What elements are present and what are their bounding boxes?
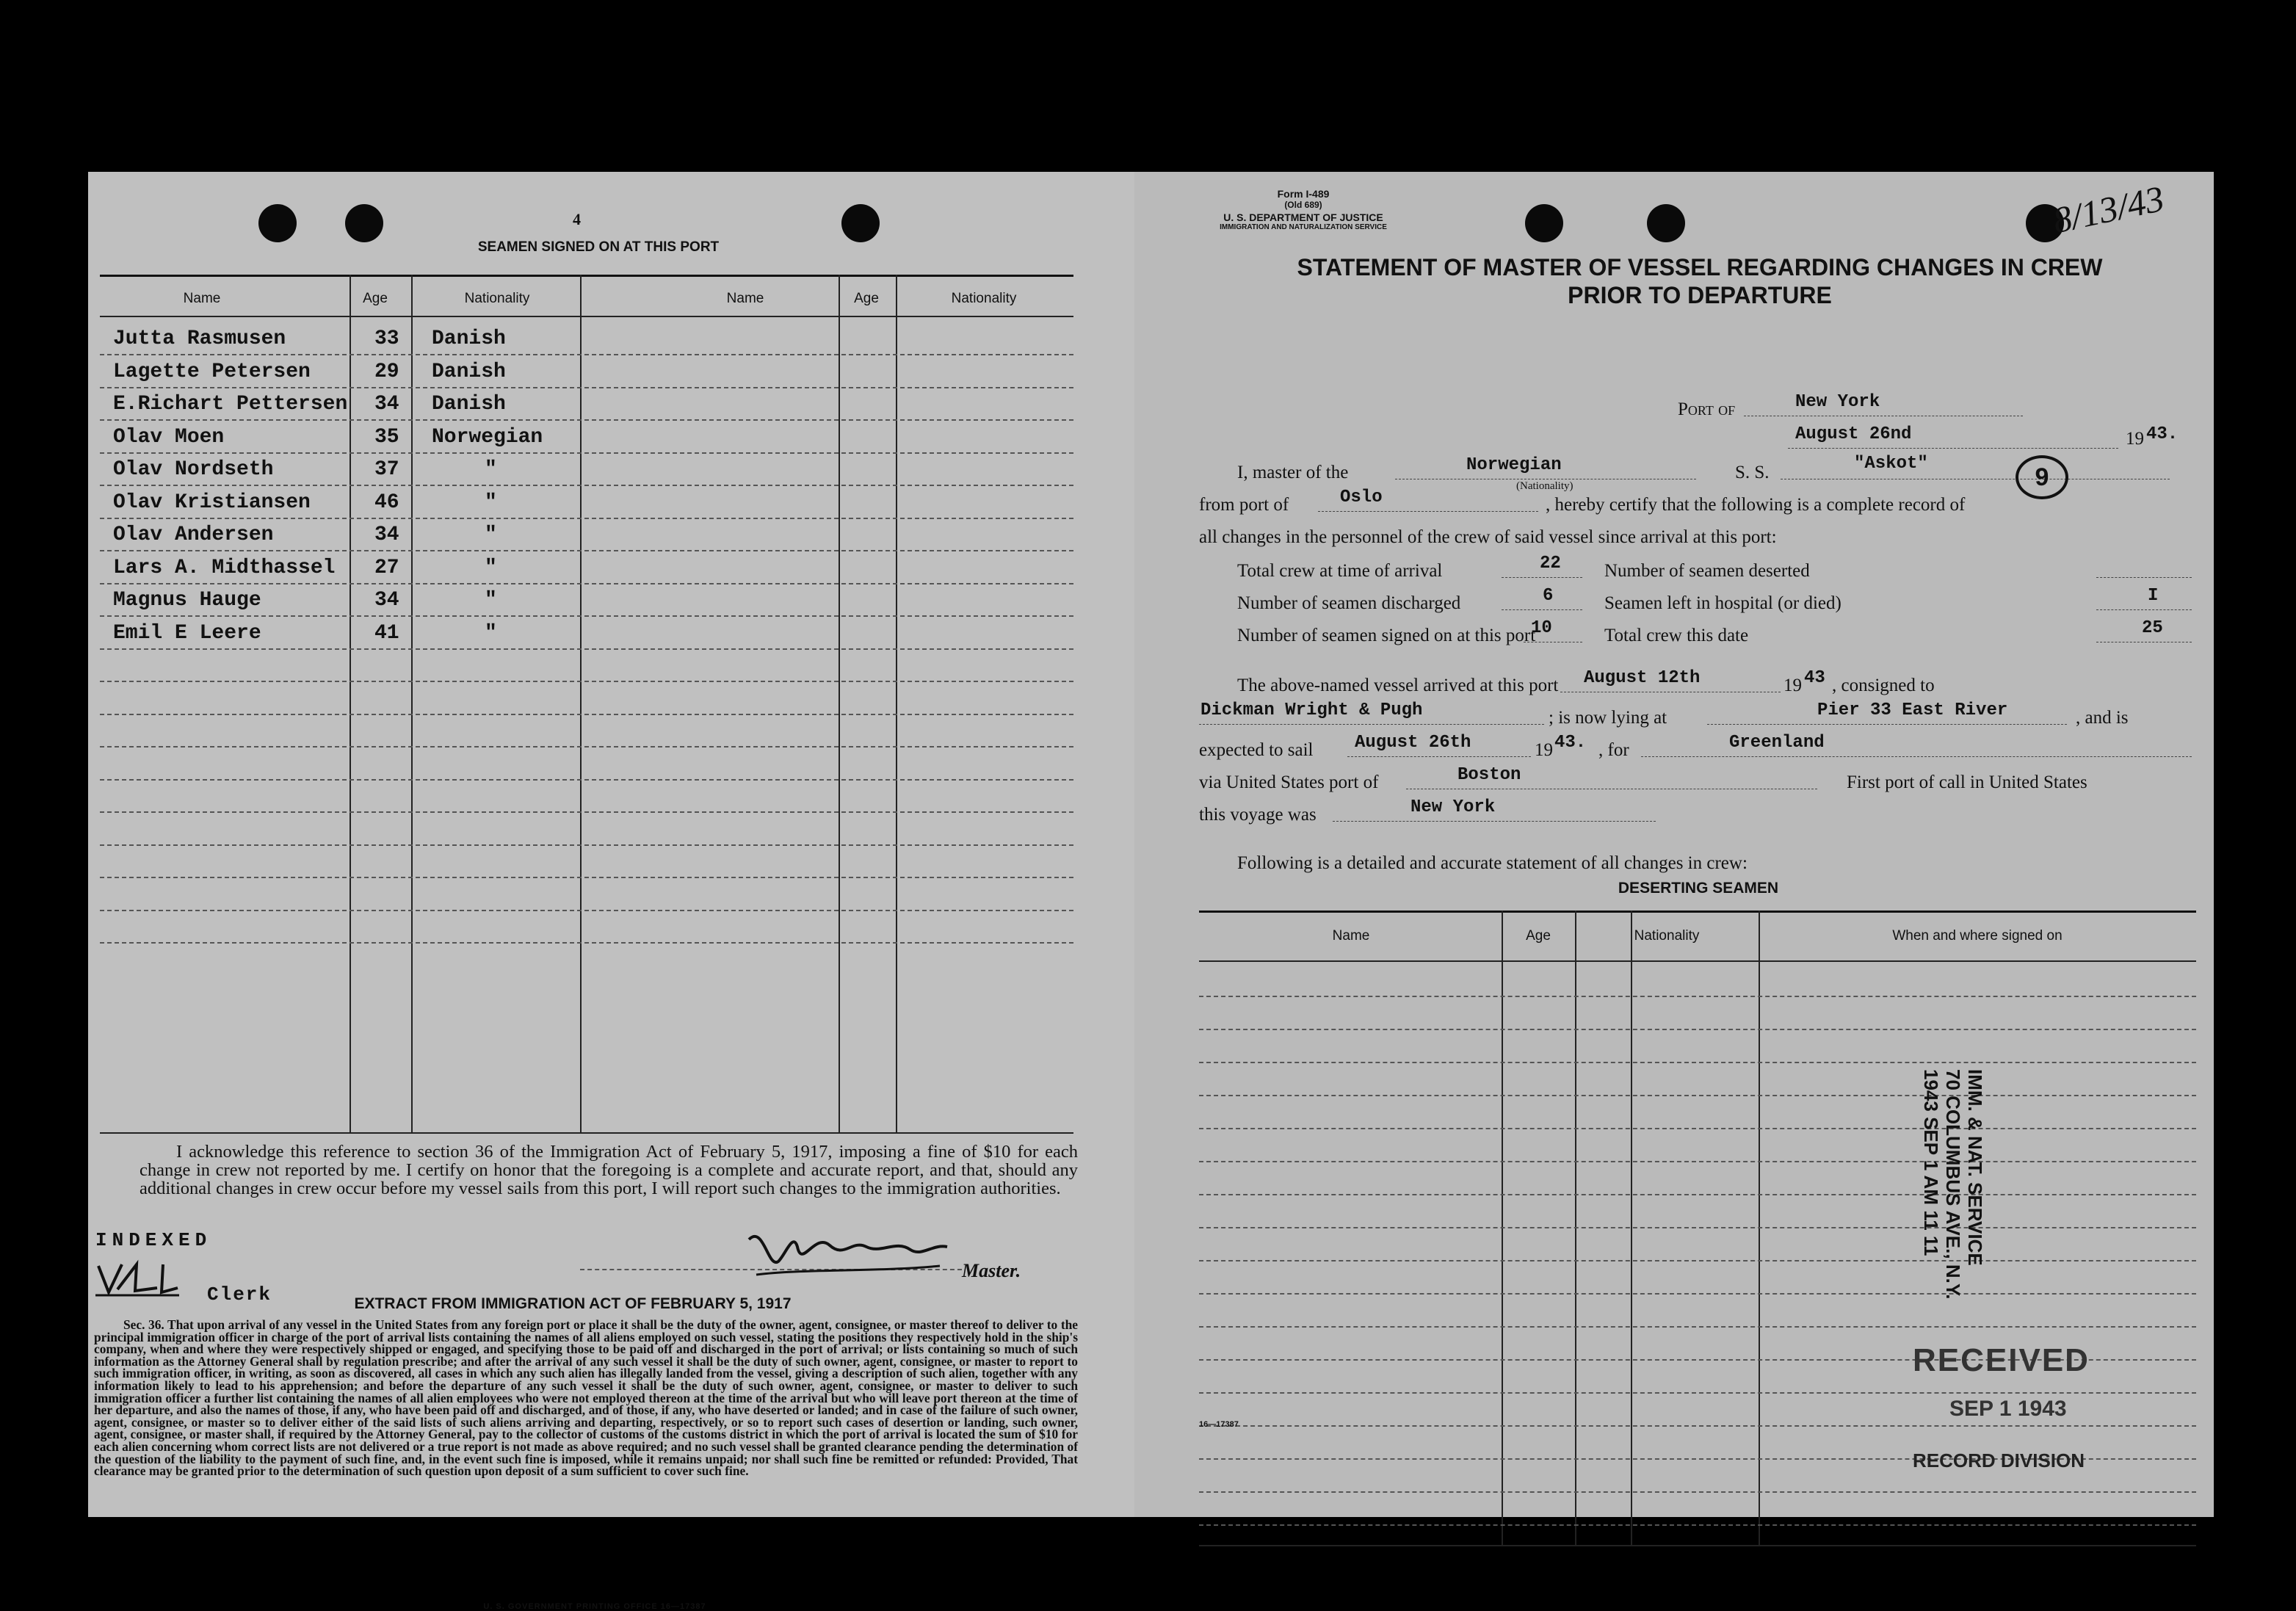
stat-label-discharged: Number of seamen discharged	[1237, 593, 1461, 613]
seaman-age: 35	[374, 425, 399, 449]
ruled-line	[1199, 1524, 2196, 1526]
via-label: via United States port of	[1199, 772, 1379, 792]
section-title: SEAMEN SIGNED ON AT THIS PORT	[477, 239, 720, 255]
seaman-name: Olav Kristiansen	[113, 490, 311, 514]
seaman-age: 46	[374, 490, 399, 514]
ruled-line	[100, 419, 1073, 421]
port-value: New York	[1795, 392, 1880, 412]
seaman-age: 37	[374, 458, 399, 481]
page-number: 4	[573, 210, 581, 228]
seaman-age: 41	[374, 621, 399, 645]
record-division-stamp: RECORD DIVISION	[1913, 1449, 2085, 1471]
nationality-caption: (Nationality)	[1516, 480, 1573, 492]
acknowledgement-text: I acknowledge this reference to section 36 of the Immigration Act of February 5, 1917, imposing a fine of $10 for each change in crew not reported by me. I certify on honor that the foregoing is a complete and accurate report, and that, should any additional changes in crew occur before my vessel sails from this port, I will report such changes to the immigration authorities.	[140, 1142, 1078, 1198]
first-port-label: First port of call in United States	[1847, 772, 2087, 792]
printing-office: U. S. GOVERNMENT PRINTING OFFICE 16—17387	[483, 1602, 706, 1611]
arrived-date: August 12th	[1584, 668, 1701, 688]
seaman-nationality: "	[485, 524, 497, 546]
ruled-line	[1199, 1326, 2196, 1328]
for-label: , for	[1598, 740, 1629, 760]
ruled-line	[1199, 1227, 2196, 1228]
from-port-label: from port of	[1199, 495, 1289, 515]
vessel-nationality: Norwegian	[1466, 455, 1562, 475]
arrived-year-prefix: 19	[1783, 676, 1802, 695]
ruled-line	[1199, 1425, 2196, 1427]
arrived-year: 43	[1804, 668, 1825, 688]
ruled-line	[100, 518, 1073, 519]
and-is-label: , and is	[2076, 708, 2129, 728]
punch-hole	[258, 204, 297, 242]
seaman-name: Lars A. Midthassel	[113, 556, 336, 579]
form-title: STATEMENT OF MASTER OF VESSEL REGARDING CHANGES IN CREW	[1297, 254, 2103, 280]
stat-label-signed-on: Number of seamen signed on at this port	[1237, 626, 1536, 645]
seaman-name: E.Richart Pettersen	[113, 393, 348, 416]
via-port: Boston	[1457, 765, 1521, 785]
deserting-header-when-where: When and where signed on	[1892, 928, 2063, 944]
seaman-nationality: "	[485, 621, 497, 645]
master-of-label: I, master of the	[1237, 463, 1349, 482]
clerk-label: Clerk	[207, 1284, 272, 1306]
left-page	[88, 172, 1138, 1611]
ruled-line	[100, 746, 1073, 747]
punch-hole	[345, 204, 383, 242]
ruled-line	[100, 452, 1073, 454]
ruled-line	[100, 485, 1073, 486]
department: U. S. DEPARTMENT OF JUSTICE	[1223, 211, 1383, 223]
indexed-stamp: INDEXED	[95, 1229, 212, 1251]
seaman-name: Olav Andersen	[113, 524, 274, 546]
ruled-line	[1199, 1161, 2196, 1162]
consigned-to-label: , consigned to	[1832, 676, 1935, 695]
stat-value-total-arrival: 22	[1540, 554, 1561, 573]
consignee: Dickman Wright & Pugh	[1200, 700, 1423, 720]
seaman-nationality: "	[485, 589, 497, 612]
master-label: Master.	[962, 1260, 1021, 1281]
stat-value-discharged: 6	[1543, 586, 1554, 606]
stamp-line-1: IMM. & NAT. SERVICE	[1964, 1069, 1986, 1266]
seaman-nationality: Norwegian	[432, 425, 543, 449]
column-header-age: Age	[363, 291, 388, 306]
ruled-line	[100, 387, 1073, 388]
seaman-nationality: "	[485, 490, 497, 514]
arrived-label: The above-named vessel arrived at this port	[1237, 676, 1559, 695]
printing-code: 16—17387	[1199, 1420, 1239, 1429]
ruled-line	[1199, 996, 2196, 997]
column-header-name: Name	[183, 291, 221, 306]
sail-year-prefix: 19	[1535, 740, 1553, 760]
ship-name: "Askot"	[1854, 454, 1928, 474]
seaman-age: 29	[374, 360, 399, 383]
circled-mark: 9	[2016, 455, 2068, 499]
stat-label-deserted: Number of seamen deserted	[1604, 561, 1810, 581]
ruled-line	[100, 681, 1073, 682]
received-date: SEP 1 1943	[1949, 1397, 2067, 1421]
seaman-nationality: "	[485, 556, 497, 579]
deserting-header-name: Name	[1332, 928, 1370, 944]
ruled-line	[100, 714, 1073, 715]
extract-title: EXTRACT FROM IMMIGRATION ACT OF FEBRUARY 5, 1917	[354, 1295, 792, 1312]
received-stamp: RECEIVED	[1913, 1342, 2090, 1378]
sail-year: 43.	[1554, 733, 1587, 753]
seaman-age: 34	[374, 589, 399, 612]
stat-label-total-arrival: Total crew at time of arrival	[1237, 561, 1443, 581]
stamp-line-3: 1943 SEP 1 AM 11 11	[1920, 1069, 1942, 1256]
seaman-name: Olav Nordseth	[113, 458, 274, 481]
punch-hole	[1647, 204, 1685, 242]
clerk-initials	[93, 1259, 181, 1303]
ruled-line	[100, 550, 1073, 551]
ruled-line	[100, 910, 1073, 911]
seaman-name: Magnus Hauge	[113, 589, 261, 612]
stamp-line-2: 70 COLUMBUS AVE., N.Y.	[1942, 1069, 1964, 1300]
punch-hole	[841, 204, 880, 242]
ruled-line	[1199, 1128, 2196, 1129]
deserting-header-age: Age	[1526, 928, 1551, 944]
ruled-line	[1199, 1392, 2196, 1394]
form-number: Form I-489	[1277, 188, 1330, 200]
seaman-name: Olav Moen	[113, 425, 225, 449]
seaman-nationality: "	[485, 458, 497, 481]
seaman-name: Jutta Rasmusen	[113, 327, 286, 350]
service: IMMIGRATION AND NATURALIZATION SERVICE	[1220, 223, 1387, 231]
this-voyage-label: this voyage was	[1199, 805, 1317, 825]
ruled-line	[100, 779, 1073, 781]
seaman-age: 34	[374, 393, 399, 416]
punch-hole	[1525, 204, 1563, 242]
stat-label-total-date: Total crew this date	[1604, 626, 1749, 645]
ruled-line	[100, 583, 1073, 584]
seaman-name: Emil E Leere	[113, 621, 261, 645]
column-header-nationality: Nationality	[464, 291, 530, 306]
column-header-name-2: Name	[726, 291, 764, 306]
ruled-line	[100, 844, 1073, 846]
ruled-line	[100, 648, 1073, 650]
seaman-nationality: Danish	[432, 360, 506, 383]
ruled-line	[100, 811, 1073, 813]
ruled-line	[1199, 1260, 2196, 1261]
from-port-value: Oslo	[1340, 488, 1383, 507]
handwritten-corner-note: 8/13/43	[2049, 177, 2168, 242]
ruled-line	[1199, 1293, 2196, 1295]
ruled-line	[1199, 1194, 2196, 1195]
stat-value-signed-on: 10	[1531, 618, 1552, 638]
stat-label-hospital: Seamen left in hospital (or died)	[1604, 593, 1841, 613]
all-changes-text: all changes in the personnel of the crew of said vessel since arrival at this port:	[1199, 527, 1777, 547]
first-port-value: New York	[1410, 797, 1496, 817]
ruled-line	[1199, 1491, 2196, 1493]
ss-label: S. S.	[1735, 463, 1770, 482]
year-prefix: 19	[2126, 429, 2144, 449]
extract-text: Sec. 36. That upon arrival of any vessel in the United States from any foreign port or place it shall be the duty of the owner, agent, consignee, or master thereof to deliver to the principal immigration officer in charge of the port of arrival lists containing the names of all aliens employed on such vessel, stating the positions they respectively hold in the ship's company, when and where they were respectively shipped or engaged, and specifying those to be paid off and discharged in the port of arrival; or lists containing so much of such information as the Attorney General shall by regulation prescribe; and after the arrival of any such vessel it shall be the duty of such owner, agent, consignee, or master to report to such immigration officer, in writing, as soon as discovered, all cases in which any such alien has illegally landed from the vessel, giving a description of such alien, together with any information likely to lead to his apprehension; and before the departure of any such vessel it shall be the duty of such owner, agent, consignee, or master to deliver to such immigration officer a further list containing the names of all alien employees who were not employed thereon at the time of the arrival but who will leave port thereon at the time of her departure, and also the names of those, if any, who have been paid off and discharged, and of those, if any, who have deserted or landed; and in case of the failure of such owner, agent, consignee, or master so to deliver either of the said lists of such aliens arriving and departing, respectively, or so to report such cases of desertion or landing, such owner, agent, consignee, or master shall, if required by the Attorney General, pay to the collector of customs of the customs district in which the port of arrival is located the sum of $10 for each alien concerning whom correct lists are not delivered or a true report is not made as above required; and no such vessel shall be granted clearance pending the determination of the question of the liability to the payment of such fine, and, in the event such fine is imposed, while it remains unpaid; nor shall such fine be remitted or refunded: Provided, That clearance may be granted prior to the determination of such question upon deposit of a sum sufficient to cover such fine.	[94, 1317, 1078, 1479]
certify-text: , hereby certify that the following is a complete record of	[1546, 495, 1966, 515]
following-text: Following is a detailed and accurate statement of all changes in crew:	[1237, 853, 1748, 873]
stat-value-total-date: 25	[2142, 618, 2163, 638]
ruled-line	[1199, 1062, 2196, 1063]
form-date: August 26nd	[1795, 424, 1912, 444]
lying-at-label: ; is now lying at	[1549, 708, 1667, 728]
form-old: (Old 689)	[1284, 200, 1322, 210]
ruled-line	[100, 877, 1073, 878]
ruled-line	[1199, 1029, 2196, 1030]
stat-value-hospital: I	[2148, 586, 2159, 606]
deserting-title: DESERTING SEAMEN	[1618, 880, 1779, 897]
seaman-age: 33	[374, 327, 399, 350]
master-signature	[734, 1217, 955, 1284]
ruled-line	[100, 942, 1073, 944]
right-page	[1134, 172, 2214, 1517]
ruled-line	[1199, 1095, 2196, 1096]
column-header-age-2: Age	[854, 291, 879, 306]
deserting-header-nationality: Nationality	[1634, 928, 1700, 944]
seaman-age: 34	[374, 524, 399, 546]
port-label: Port of	[1678, 399, 1736, 419]
seaman-name: Lagette Petersen	[113, 360, 311, 383]
form-subtitle: PRIOR TO DEPARTURE	[1568, 282, 1832, 308]
expected-label: expected to sail	[1199, 740, 1314, 760]
seaman-nationality: Danish	[432, 327, 506, 350]
ruled-line	[100, 354, 1073, 355]
ruled-line	[100, 615, 1073, 617]
column-header-nationality-2: Nationality	[951, 291, 1017, 306]
seaman-nationality: Danish	[432, 393, 506, 416]
sail-date: August 26th	[1355, 733, 1471, 753]
seaman-age: 27	[374, 556, 399, 579]
form-year: 43.	[2146, 424, 2179, 444]
lying-at-value: Pier 33 East River	[1817, 700, 2008, 720]
destination: Greenland	[1729, 733, 1825, 753]
